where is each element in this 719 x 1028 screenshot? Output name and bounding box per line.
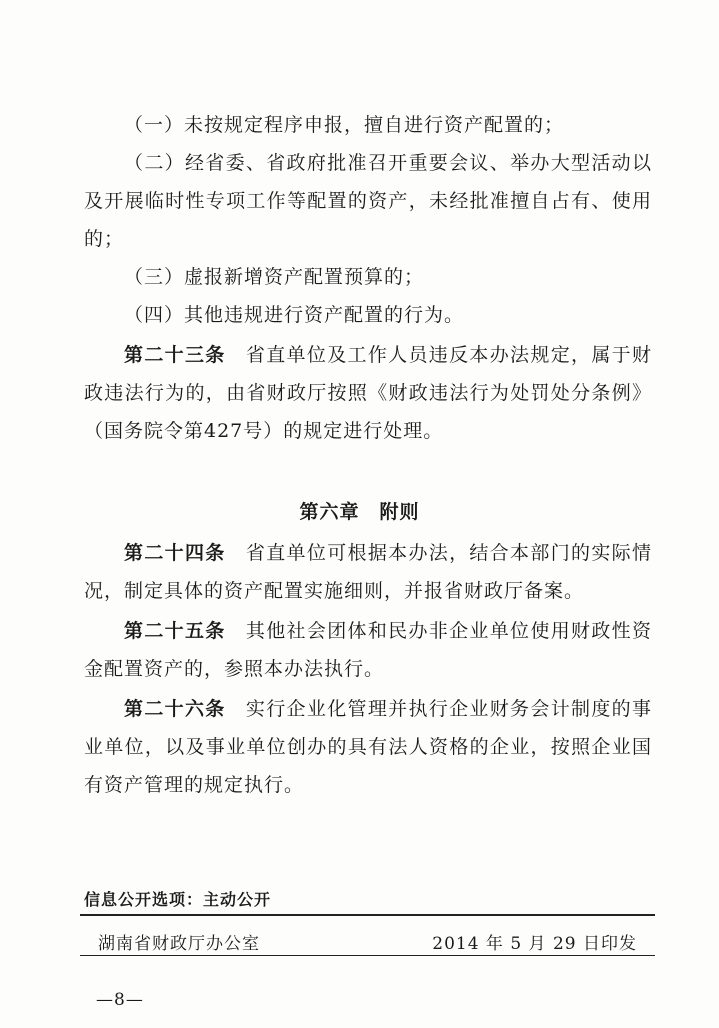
article-23-label: 第二十三条: [124, 344, 226, 366]
chapter-heading: [0, 497, 719, 524]
item-3: （三）虚报新增资产配置预算的；: [124, 266, 425, 288]
article-24-text: 省直单位可根据本办法，结合本部门的实际情况，制定具体的资产配置实施细则，并报省财政厅备案。: [84, 542, 652, 602]
article-26: [84, 690, 652, 804]
article-23-text: 省直单位及工作人员违反本办法规定，属于财政违法行为的，由省财政厅按照《财政违法行为处罚处分条例》（国务院令第427号）的规定进行处理。: [84, 344, 652, 442]
chapter-title: 附则: [379, 501, 420, 523]
item-4: （四）其他违规进行资产配置的行为。: [124, 304, 465, 326]
issuing-office: 湖南省财政厅办公室: [98, 934, 260, 954]
item-1: （一）未按规定程序申报，擅自进行资产配置的；: [124, 114, 565, 136]
item-2: （二）经省委、省政府批准召开重要会议、举办大型活动以及开展临时性专项工作等配置的资产，未经批准擅自占有、使用的；: [84, 152, 652, 250]
chapter-number: 第六章: [299, 501, 360, 523]
footer-bottom-rule: [80, 955, 655, 956]
article-26-label: 第二十六条: [124, 698, 226, 720]
article-26-text: 实行企业化管理并执行企业财务会计制度的事业单位，以及事业单位创办的具有法人资格的企业，按照企业国有资产管理的规定执行。: [84, 698, 652, 796]
footer-top-rule: [80, 914, 655, 916]
page-number: —8—: [96, 990, 144, 1010]
article-24-label: 第二十四条: [124, 542, 226, 564]
article-25-text: 其他社会团体和民办非企业单位使用财政性资金配置资产的，参照本办法执行。: [84, 620, 652, 680]
article-25-label: 第二十五条: [124, 620, 226, 642]
issue-date: 2014 年 5 月 29 日印发: [432, 934, 637, 954]
disclosure-option: 信息公开选项：主动公开: [84, 890, 272, 909]
article-23: [84, 336, 652, 450]
article-24: [84, 534, 652, 610]
article-25: [84, 612, 652, 688]
